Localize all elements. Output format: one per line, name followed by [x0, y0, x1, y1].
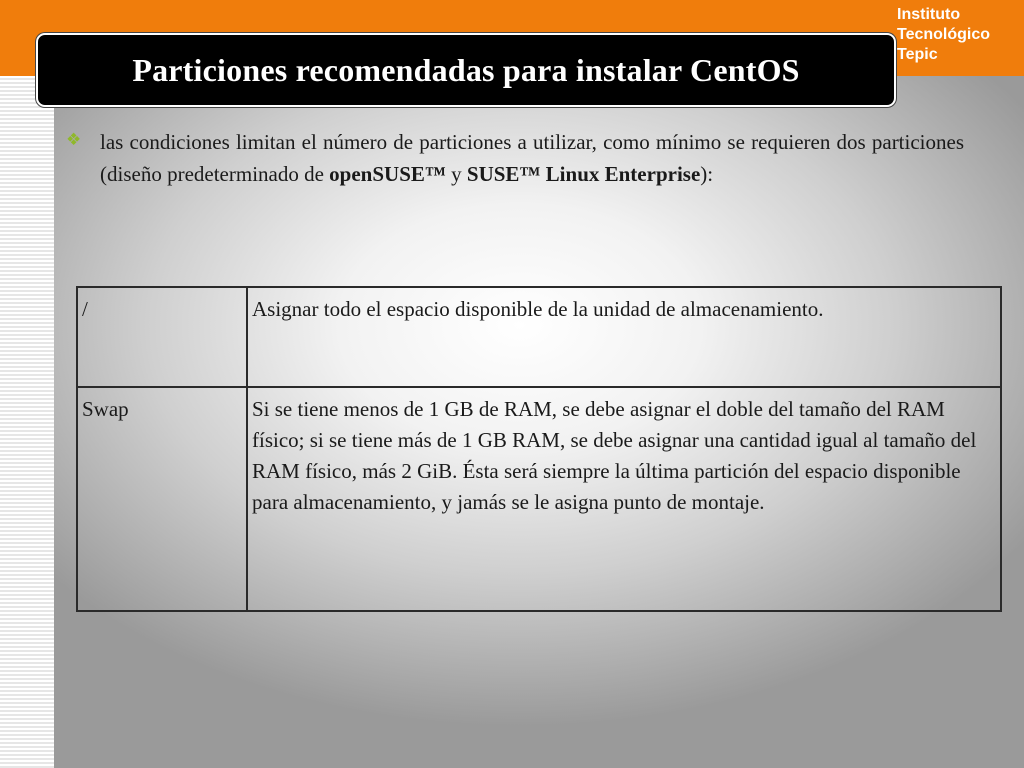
- institute-line-1: Instituto: [897, 6, 961, 23]
- bullet-text: [100, 126, 964, 190]
- partitions-table: [76, 286, 1002, 612]
- bullet-text-part-1: las condiciones limitan el número de particiones a utilizar, como mínimo se requieren dos particiones (diseño predeterminado de: [100, 130, 964, 186]
- bullet-text-part-2: y: [445, 162, 467, 186]
- institute-name: [897, 5, 990, 65]
- bullet-text-part-3: ):: [700, 162, 714, 186]
- table-row: [77, 387, 1001, 611]
- partition-cell: Swap: [77, 387, 247, 611]
- table-row: [77, 287, 1001, 387]
- description-cell: Asignar todo el espacio disponible de la unidad de almacenamiento.: [247, 287, 1001, 387]
- left-decorative-strip: [0, 76, 54, 768]
- slide-title: Particiones recomendadas para instalar CentOS: [132, 51, 800, 88]
- partition-cell: /: [77, 287, 247, 387]
- bullet-bold-suse: SUSE™ Linux Enterprise: [466, 162, 701, 186]
- institute-line-3: Tepic: [897, 46, 938, 63]
- bullet-bold-opensuse: openSUSE™: [329, 162, 446, 186]
- description-cell: Si se tiene menos de 1 GB de RAM, se debe asignar el doble del tamaño del RAM físico; si se tiene más de 1 GB RAM, se debe asignar una cantidad igual al tamaño del RAM físico, más 2 GiB. Ésta será siempre la última partición del espacio disponible para almacenamiento, y jamás se le asigna punto de montaje.: [247, 387, 1001, 611]
- bullet-paragraph: [66, 126, 964, 190]
- institute-line-2: Tecnológico: [897, 26, 991, 43]
- title-box: [36, 33, 896, 107]
- diamond-bullet-icon: ❖: [66, 130, 82, 150]
